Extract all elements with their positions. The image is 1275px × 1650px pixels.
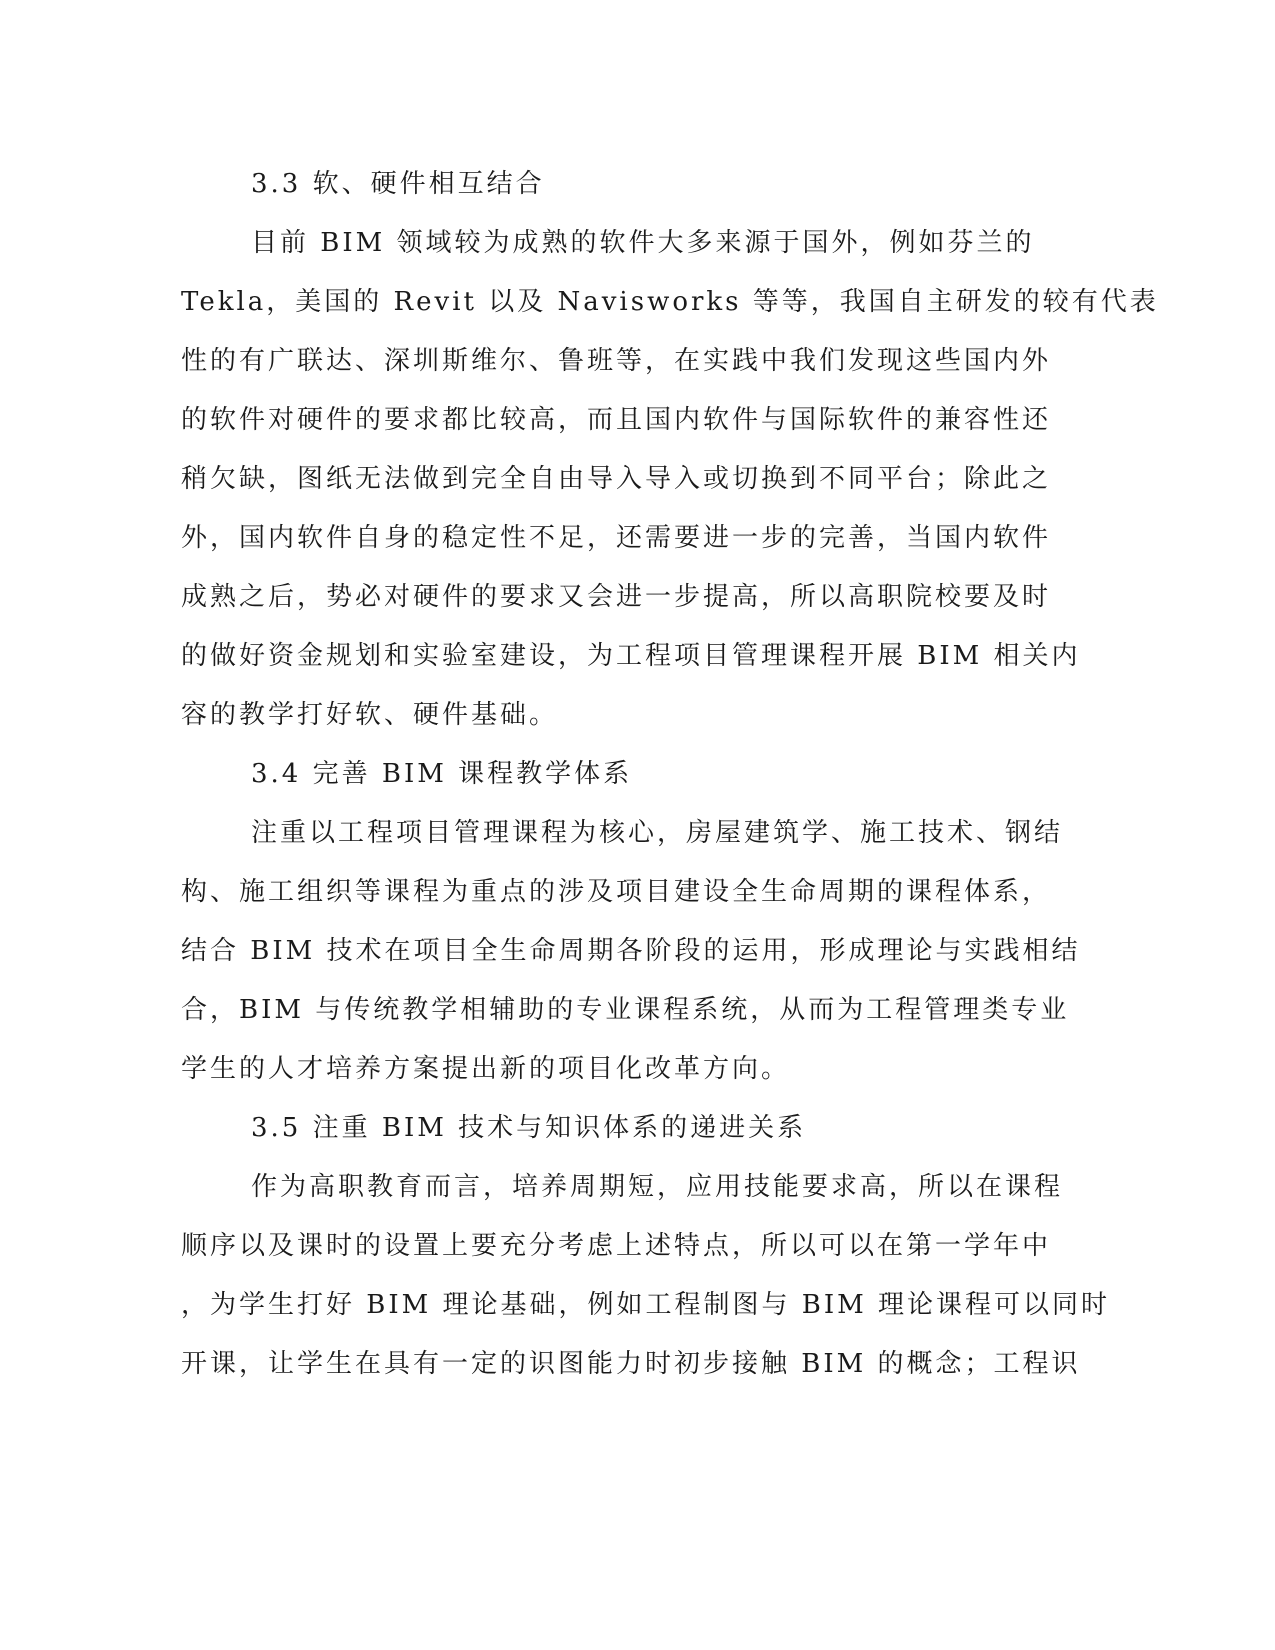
paragraph-line: 的软件对硬件的要求都比较高，而且国内软件与国际软件的兼容性还 [181, 405, 1052, 435]
paragraph-line: Tekla，美国的 Revit 以及 Navisworks 等等，我国自主研发的较有代表 [181, 287, 1159, 317]
paragraph-line: 外，国内软件自身的稳定性不足，还需要进一步的完善，当国内软件 [181, 523, 1052, 553]
paragraph-line: 合，BIM 与传统教学相辅助的专业课程系统，从而为工程管理类专业 [181, 995, 1070, 1025]
paragraph-line: ，为学生打好 BIM 理论基础，例如工程制图与 BIM 理论课程可以同时 [181, 1290, 1111, 1320]
paragraph-line: 作为高职教育而言，培养周期短，应用技能要求高，所以在课程 [251, 1172, 1064, 1202]
paragraph-line: 开课，让学生在具有一定的识图能力时初步接触 BIM 的概念；工程识 [181, 1349, 1081, 1379]
paragraph-line: 稍欠缺，图纸无法做到完全自由导入导入或切换到不同平台；除此之 [181, 464, 1052, 494]
paragraph-line: 容的教学打好软、硬件基础。 [181, 700, 559, 730]
document-body [181, 155, 1159, 1394]
paragraph-line: 性的有广联达、深圳斯维尔、鲁班等，在实践中我们发现这些国内外 [181, 346, 1052, 376]
paragraph-line: 构、施工组织等课程为重点的涉及项目建设全生命周期的课程体系， [181, 877, 1052, 907]
paragraph-line: 成熟之后，势必对硬件的要求又会进一步提高，所以高职院校要及时 [181, 582, 1052, 612]
section-heading-3-5: 3.5 注重 BIM 技术与知识体系的递进关系 [251, 1113, 807, 1143]
paragraph-line: 顺序以及课时的设置上要充分考虑上述特点，所以可以在第一学年中 [181, 1231, 1052, 1261]
paragraph-line: 的做好资金规划和实验室建设，为工程项目管理课程开展 BIM 相关内 [181, 641, 1081, 671]
section-heading-3-3: 3.3 软、硬件相互结合 [251, 169, 545, 199]
paragraph-line: 目前 BIM 领域较为成熟的软件大多来源于国外，例如芬兰的 [251, 228, 1035, 258]
paragraph-line: 学生的人才培养方案提出新的项目化改革方向。 [181, 1054, 791, 1084]
section-heading-3-4: 3.4 完善 BIM 课程教学体系 [251, 759, 633, 789]
paragraph-line: 结合 BIM 技术在项目全生命周期各阶段的运用，形成理论与实践相结 [181, 936, 1081, 966]
paragraph-line: 注重以工程项目管理课程为核心，房屋建筑学、施工技术、钢结 [251, 818, 1064, 848]
